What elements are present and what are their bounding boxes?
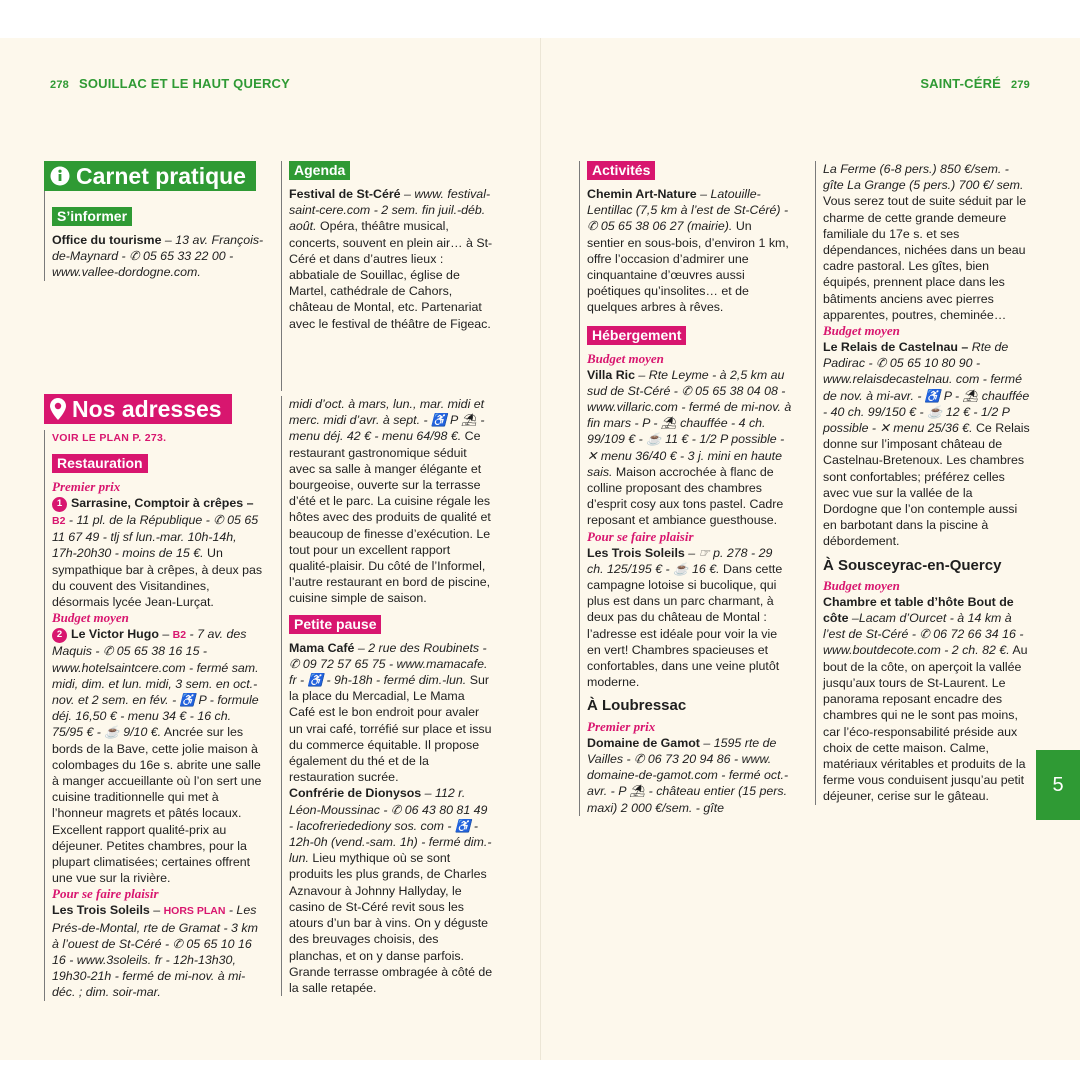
listing-name: Villa Ric (587, 367, 635, 382)
listing-name: Domaine de Gamot (587, 735, 700, 750)
budget-label: Pour se faire plaisir (52, 886, 159, 902)
left-running-head (40, 76, 290, 91)
listing-description: Au bout de la côte, on aperçoit la vallée jusqu’aux tours de St-Laurent. Le panorama reposant encadre des chambres qui ne le sont pas moins, car l’éco-responsabilité préside aux choix de cette maison. Calme, matériaux véritables et produits de la ferme vous conduisent jusqu’au petit déjeuner, cerise sur le gâteau. (823, 643, 1028, 804)
listing-trois-soleils-hotel (587, 545, 792, 691)
budget-label: Pour se faire plaisir (587, 528, 694, 544)
right-chapter-title: SAINT-CÉRÉ (920, 76, 1002, 91)
dash: – (957, 340, 969, 355)
listing-name: Les Trois Soleils (587, 545, 685, 560)
map-number-badge: 2 (52, 628, 67, 643)
office-details: – 13 av. François-de-Maynard - ✆ 05 65 33 22 00 - www.vallee-dordogne.com. (52, 233, 264, 280)
hebergement-tag: Hébergement (587, 326, 686, 345)
town-heading: À Loubressac (587, 697, 687, 715)
budget-label: Premier prix (52, 479, 121, 495)
listing-details: – 1595 rte de Vailles - ✆ 06 73 20 94 86 - www. domaine-de-gamot.com - fermé oct.-avr. - P ⛱ - château entier (15 pers. maxi) 2 000 €/sem. - gîte (587, 735, 789, 815)
page-spread (0, 38, 1080, 1060)
right-page-number: 279 (1011, 79, 1030, 91)
listing-name: Le Victor Hugo (71, 627, 159, 642)
listing-details: - 7 av. des Maquis - ✆ 05 65 38 16 15 - www.hotelsaintcere.com - fermé sam. midi, dim. et lun. midi, 3 sem. en oct.-nov. et 2 sem. en fév. - ♿ P - formule déj. 16,50 € - menu 34 € - 16 ch. 75/95 € - ☕ 9/10 €. (52, 627, 259, 740)
map-number-badge: 1 (52, 497, 67, 512)
agenda-column (281, 161, 493, 391)
listing-details: – 112 r. Léon-Moussinac - ✆ 06 43 80 81 49 - lacofreriedediony sos. com - ♿ - 12h-0h (vend.-sam. 1h) - fermé dim.-lun. (289, 786, 492, 866)
listing-mama-cafe (289, 640, 493, 786)
listing-details: - 11 pl. de la République - ✆ 05 65 11 67 49 - tlj sf lun.-mar. 10h-14h, 17h-20h30 - moins de 15 €. (52, 513, 259, 561)
listing-details: Rte de Padirac - ✆ 05 65 10 80 90 - www.relaisdecastelnau. com - fermé de nov. à mi-avr. - ♿ P - ⛱ chauffée - 40 ch. 99/150 € - ☕ 12 € - 1/2 P possible - ✕ menu 25/36 €. (823, 340, 1030, 436)
map-pin-icon (50, 398, 66, 420)
listing-description: Ce Relais donne sur l’imposant château de Castelnau-Bretenoux. Les chambres sont confortables; préférez celles avec vue sur la vallée de la Dordogne que l’on contemple aussi en barbotant dans la piscine à débordement. (823, 421, 1030, 549)
map-reference: B2 (52, 515, 66, 527)
listing-domaine-gamot-continued (823, 161, 1030, 323)
listing-villa-ric (587, 367, 792, 529)
page-gutter (540, 38, 541, 1060)
s-informer-tag: S’informer (52, 207, 132, 226)
listing-name: Mama Café (289, 640, 355, 655)
festival-entry (289, 186, 493, 332)
listing-description: Ancrée sur les bords de la Bave, cette jolie maison à colombages du 16e s. abrite une salle à manger accueillante où l’on sert une cuisine traditionnelle qui met à l’honneur magrets et pâtés locaux. Excellent rapport qualité-prix au déjeuner. Petites chambres, pour la plupart climatisées; certaines offrent une vue sur la rivière. (52, 725, 262, 886)
budget-label: Budget moyen (52, 610, 129, 626)
hebergement-continued-column (815, 161, 1030, 805)
carnet-pratique-heading (44, 161, 256, 191)
town-heading: À Sousceyrac-en-Quercy (823, 556, 1002, 574)
restauration-tag: Restauration (52, 454, 148, 473)
listing-details: – Latouille-Lentillac (7,5 km à l’est de St-Céré) - ✆ 05 65 38 06 27 (mairie). (587, 187, 789, 234)
listing-bout-de-cote (823, 594, 1030, 805)
left-page-number: 278 (50, 79, 69, 91)
listing-name: Chemin Art-Nature (587, 187, 697, 201)
listing-description: Dans cette campagne lotoise si bucolique, qui plus est dans un parc charmant, à deux pas du château de Montal : l’adresse est idéale pour voir la vie en vert! Chambres spacieuses et confortables, dans une veine plutôt moderne. (587, 561, 783, 690)
right-running-head (920, 76, 1040, 91)
agenda-tag: Agenda (289, 161, 350, 180)
petite-pause-tag: Petite pause (289, 615, 381, 634)
listing-details: La Ferme (6-8 pers.) 850 €/sem. - gîte La Grange (5 pers.) 700 €/ sem. (823, 162, 1024, 193)
dash: – (243, 496, 254, 511)
listing-description: Un sentier en sous-bois, d’environ 1 km, offre l’occasion d’admirer une cinquantaine d’œuvres aussi poétiques qu’insolites… et de quelques arbres à rêves. (587, 219, 789, 315)
map-reference: B2 (172, 629, 187, 642)
listing-description: Vous serez tout de suite séduit par le charme de cette grande demeure familiale du 17e s. et ses dépendances, nichées dans un beau cadre pastoral. Les gîtes, bien équipés, prennent place dans les bâtiments anciens avec pierres apparentes, poutres, cheminée… (823, 194, 1027, 322)
listing-name: Confrérie de Dionysos (289, 786, 422, 801)
listing-details: – ☞ p. 278 - 29 ch. 125/195 € - ☕ 16 €. (587, 545, 773, 576)
listing-sarrasine (52, 495, 264, 610)
nos-adresses-column (44, 394, 264, 1001)
activites-column (579, 161, 792, 816)
budget-label: Budget moyen (823, 577, 900, 593)
budget-label: Budget moyen (823, 323, 900, 339)
listing-chemin-art-nature (587, 186, 792, 316)
listing-details: –Lacam d’Ourcet - à 14 km à l’est de St-Céré - ✆ 06 72 66 34 16 - www.boutdecote.com - 2 ch. 82 €. (823, 611, 1024, 658)
listing-confrerie (289, 785, 493, 996)
restaurants-continued-column (281, 396, 493, 996)
chapter-tab: 5 (1036, 750, 1080, 820)
festival-name: Festival de St-Céré (289, 187, 401, 201)
listing-details: - Les Prés-de-Montal, rte de Gramat - 3 km à l’ouest de St-Céré - ✆ 05 65 10 16 16 - www.3soleils. fr - 12h-13h30, 19h30-21h - fermé de mi-nov. à mi-déc. ; dim. soir-mar. (52, 903, 258, 1000)
listing-name: Chambre et table d’hôte Bout de côte (823, 594, 1014, 626)
listing-name: Le Relais de Castelnau (823, 340, 958, 355)
activites-tag: Activités (587, 161, 655, 180)
nos-adresses-heading (44, 394, 232, 424)
carnet-pratique-title: Carnet pratique (76, 162, 246, 189)
listing-description: Lieu mythique où se sont produits les plus grands, de Charles Aznavour à Johnny Hallyday, le casino de St-Céré revit sous les atours d’un bar à vins. On y déguste des breuvages choisis, des planchas, et on y danse parfois. Grande terrasse ombragée à côté de la salle retapée. (289, 851, 493, 995)
see-plan-note: VOIR LE PLAN P. 273. (52, 432, 167, 445)
nos-adresses-title: Nos adresses (72, 395, 222, 422)
budget-label: Budget moyen (587, 350, 664, 366)
carnet-pratique-column (44, 161, 264, 346)
listing-trois-soleils: Les Trois Soleils – HORS PLAN - Les Prés-de-Montal, rte de Gramat - 3 km à l’ouest de St-Céré - ✆ 05 65 10 16 16 - www.3soleils. fr - 12h-13h30, 19h30-21h - fermé de mi-nov. à mi-déc. ; dim. soir-mar. (52, 903, 258, 1000)
listing-relais-castelnau (823, 339, 1030, 550)
listing-description: Un sympathique bar à crêpes, à deux pas du couvent des Visitandines, désormais lycée Jean-Lurçat. (52, 546, 263, 610)
listing-description: Maison accrochée à flanc de colline proposant des chambres d’esprit cosy aux tons pastel. Cadre reposant et ambiance guesthouse. (587, 464, 784, 528)
left-chapter-title: SOUILLAC ET LE HAUT QUERCY (78, 76, 290, 91)
office-tourisme-entry (52, 232, 264, 281)
festival-details: – www. festival-saint-cere.com - 2 sem. fin juil.-déb. août. (289, 187, 491, 234)
info-icon (50, 166, 70, 186)
listing-details: – Rte Leyme - à 2,5 km au sud de St-Céré - ✆ 05 65 38 04 08 - www.villaric.com - fermé de mi-nov. à fin mars - P - ⛱ chauffée - 4 ch. 99/109 € - ☕ 11 € - 1/2 P possible - ✕ menu 36/40 € - 3 j. mini en haute sais. (587, 367, 792, 479)
listing-details: – 2 rue des Roubinets - ✆ 09 72 57 65 75 - www.mamacafe. fr - ♿ - 9h-18h - fermé dim.-lun. (289, 640, 488, 688)
office-name: Office du tourisme (52, 233, 162, 247)
listing-name: Les Trois Soleils (52, 903, 150, 918)
budget-label: Premier prix (587, 718, 656, 734)
listing-name: Sarrasine, Comptoir à crêpes (71, 496, 244, 511)
listing-domaine-gamot (587, 735, 792, 816)
listing-description: Sur la place du Mercadial, Le Mama Café est le bon endroit pour avaler un vrai café, torréfié sur place et issu du commerce équitable. Il propose également du thé et de la restauration sucrée. (289, 673, 492, 785)
listing-details: midi d’oct. à mars, lun., mar. midi et merc. midi d’avr. à sept. - ♿ P ⛱ - menu déj. 42 € - menu 64/98 €. (289, 397, 485, 444)
listing-victor-hugo: 2 Le Victor Hugo – B2 - 7 av. des Maquis - ✆ 05 65 38 16 15 - www.hotelsaintcere.com - fermé sam. midi, dim. et lun. midi, 3 sem. en oct.-nov. et 2 sem. en fév. - ♿ P - formule déj. 16,50 € - menu 34 € - 16 ch. 75/95 € - ☕ 9/10 €. Ancrée sur les bords de la Bave, cette jolie maison à colombages du 16e s. abrite une salle à manger accueillante où l’on sert une cuisine traditionnelle qui met à l’honneur magrets et pâtés locaux. Excellent rapport qualité-prix au déjeuner. Petites chambres, pour la plupart climatisées; certaines offrent une vue sur la rivière. (52, 627, 262, 886)
listing-description: Ce restaurant gastronomique séduit avec sa salle à manger élégante et bourgeoise, ouverte sur la terrasse d’été et le parc. La cuisine régale les hôtes avec des produits de qualité et beaucoup de finesse d’exécution. Le tout pour un excellent rapport qualité-plaisir. Du côté de l’Informel, l’autre restaurant en bord de piscine, cuisine simple de saison. (289, 429, 491, 606)
map-reference: HORS PLAN (163, 905, 226, 918)
listing-trois-soleils-continued (289, 396, 493, 607)
festival-description: Opéra, théâtre musical, concerts, souvent en plein air… à St-Céré et dans d’autres lieux : abbatiale de Souillac, église de Martel, cathédrale de Cahors, château de Montal, etc. Partenariat avec le festival de théâtre de Figeac. (289, 219, 493, 331)
